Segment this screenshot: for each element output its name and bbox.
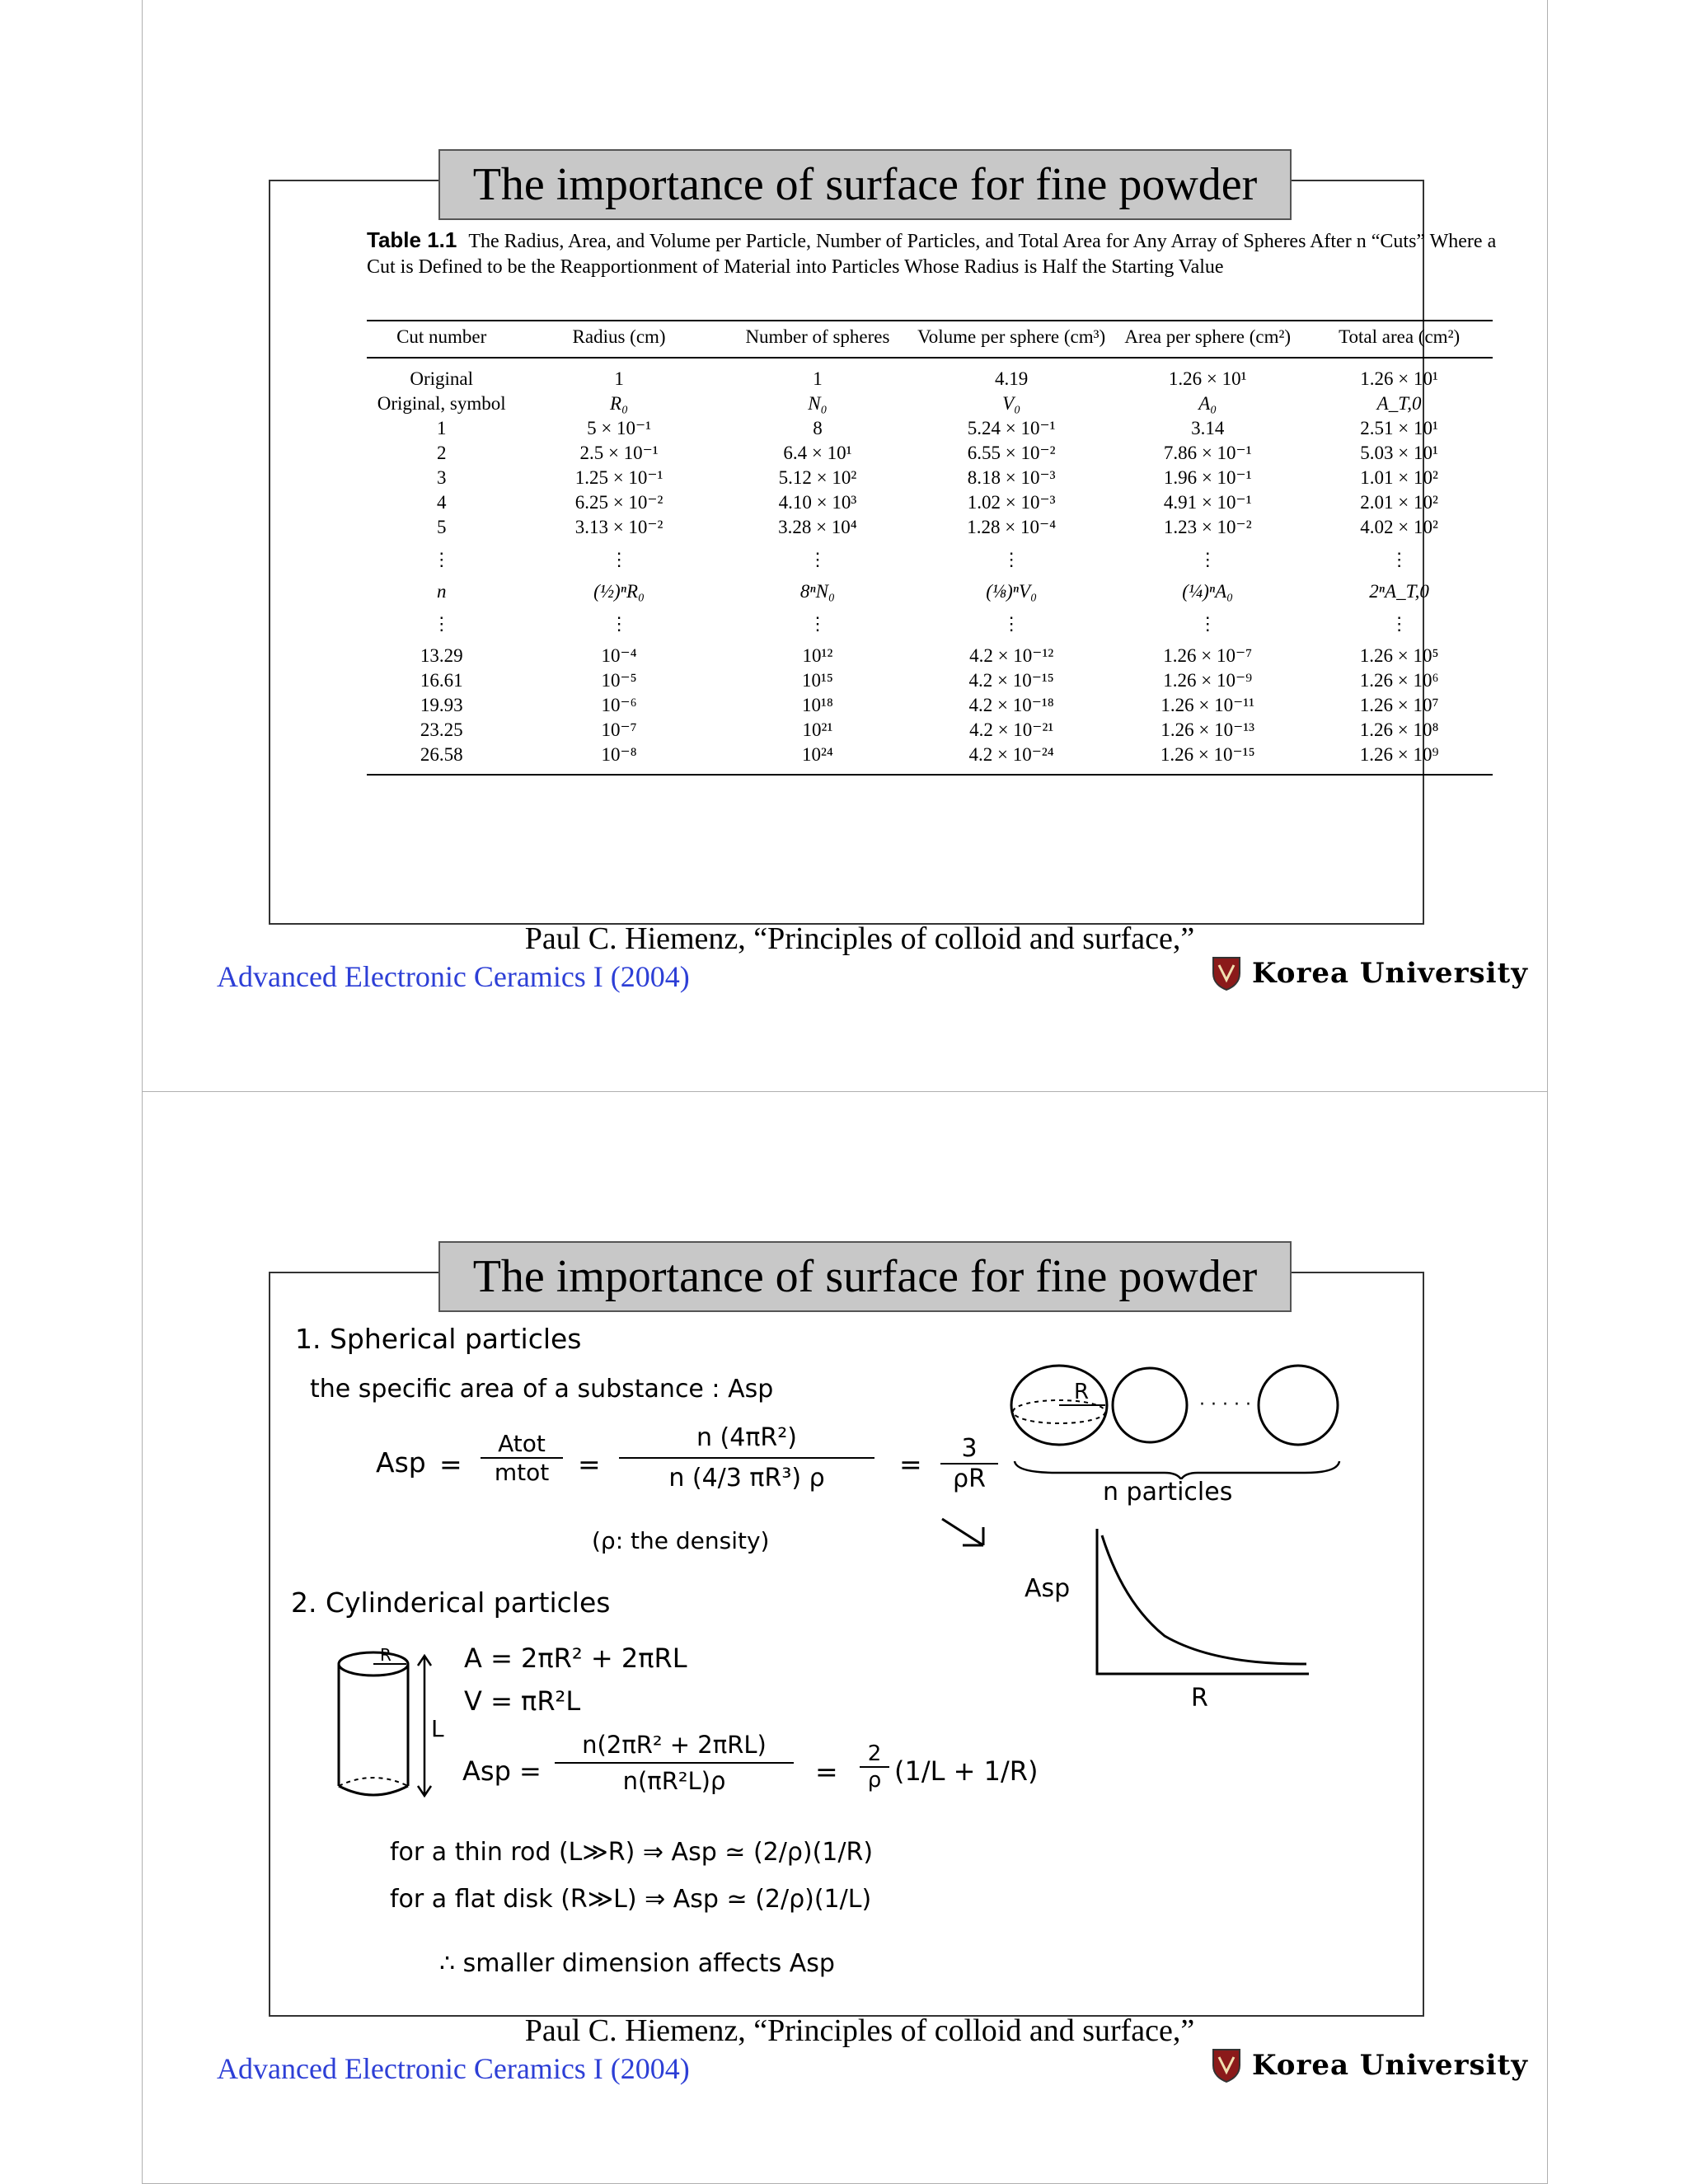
table-caption bbox=[367, 227, 1504, 280]
university-crest-icon bbox=[1211, 955, 1242, 991]
table-cell: 1.26 × 10⁻¹⁵ bbox=[1109, 743, 1306, 775]
sphere-particle bbox=[1259, 1366, 1338, 1445]
table-cell: 4.2 × 10⁻¹⁸ bbox=[968, 695, 1054, 715]
table-row bbox=[367, 693, 1493, 718]
table-cell: 6.55 × 10⁻² bbox=[967, 443, 1056, 463]
section-cylindrical-heading: 2. Cylinderical particles bbox=[291, 1586, 611, 1619]
table-cell: 1.26 × 10⁵ bbox=[1359, 645, 1439, 666]
table-cell: 1.26 × 10¹ bbox=[1360, 368, 1438, 389]
table-cell: 10⁻⁵ bbox=[601, 670, 637, 691]
n-particles-label: n particles bbox=[1103, 1478, 1233, 1507]
cylinder-diagram bbox=[332, 1646, 456, 1811]
table-cell: 8.18 × 10⁻³ bbox=[967, 467, 1056, 488]
table-cell: 10⁻⁴ bbox=[601, 645, 637, 666]
table-cell: (¼)ⁿA₀ bbox=[1182, 581, 1234, 602]
volume-equation: V = πR²L bbox=[464, 1685, 581, 1717]
table-cell: 1.23 × 10⁻² bbox=[1163, 517, 1252, 537]
table-cell: 6.4 × 10¹ bbox=[783, 443, 852, 463]
table-cell: 2 bbox=[436, 443, 447, 463]
table-cell: 1.26 × 10⁻⁹ bbox=[1163, 670, 1253, 691]
fraction-numerator: n(2πR² + 2πRL) bbox=[555, 1731, 794, 1764]
table-row bbox=[367, 718, 1493, 743]
reciprocal-sum: (1/L + 1/R) bbox=[894, 1755, 1039, 1787]
university-logo bbox=[1211, 955, 1528, 991]
fraction-denominator: mtot bbox=[494, 1459, 550, 1486]
fraction-atot-mtot bbox=[481, 1430, 563, 1486]
table-cell: 8 bbox=[813, 418, 823, 438]
university-crest-icon bbox=[1211, 2047, 1242, 2083]
table-cell: 3.14 bbox=[1191, 418, 1225, 438]
fraction-numerator: Atot bbox=[481, 1430, 563, 1459]
table-cell: 10¹⁵ bbox=[801, 670, 833, 691]
table-cell: 10⁻⁶ bbox=[601, 695, 637, 715]
table-cell: 1 bbox=[813, 368, 823, 389]
table-row bbox=[367, 441, 1493, 466]
table-cell: 10⁻⁸ bbox=[516, 743, 721, 775]
col-header: Cut number bbox=[367, 321, 516, 358]
table-cell: 1.28 × 10⁻⁴ bbox=[967, 517, 1057, 537]
table-cell: 8ⁿN₀ bbox=[799, 581, 835, 602]
brace bbox=[1015, 1461, 1339, 1479]
sphere-particle bbox=[1113, 1368, 1187, 1442]
fraction-numerator: 2 bbox=[860, 1741, 889, 1768]
university-name: Korea University bbox=[1252, 2049, 1528, 2082]
table-row bbox=[367, 743, 1493, 775]
table-cell: 1.26 × 10⁻⁷ bbox=[1163, 645, 1253, 666]
table-label: Table 1.1 bbox=[367, 227, 457, 252]
table-row bbox=[367, 466, 1493, 490]
table-cell: 10²⁴ bbox=[722, 743, 913, 775]
slide-page-2 bbox=[142, 1091, 1548, 2184]
table-row bbox=[367, 668, 1493, 693]
table-cell: 10¹² bbox=[802, 645, 833, 666]
table-dots-row: ⋮ ⋮ ⋮ ⋮ ⋮ ⋮ bbox=[432, 613, 1409, 634]
fraction-denominator: ρR bbox=[953, 1465, 986, 1493]
table-cell: (⅛)ⁿV₀ bbox=[986, 581, 1038, 602]
table-cell: n bbox=[436, 581, 447, 602]
table-row bbox=[367, 644, 1493, 668]
table-cell: 10¹⁸ bbox=[801, 695, 833, 715]
table-cell: 2.5 × 10⁻¹ bbox=[579, 443, 659, 463]
table-cell: 1 bbox=[614, 368, 624, 389]
course-name: Advanced Electronic Ceramics I (2004) bbox=[217, 960, 690, 993]
table-dots-row: ⋮ ⋮ ⋮ ⋮ ⋮ ⋮ bbox=[432, 549, 1409, 569]
table-cell: 1.26 × 10⁹ bbox=[1306, 743, 1493, 775]
table-cell: 2.01 × 10² bbox=[1360, 492, 1438, 513]
table-cell: Original, symbol bbox=[377, 393, 506, 414]
table-cell: 3 bbox=[436, 467, 447, 488]
fraction-2-over-rho bbox=[860, 1741, 889, 1793]
table-cell: 5.12 × 10² bbox=[778, 467, 857, 488]
table-cell: 1.26 × 10⁷ bbox=[1359, 695, 1439, 715]
asp-vs-r-graph bbox=[1090, 1529, 1321, 1677]
slide-page-1 bbox=[142, 0, 1548, 1092]
equals-sign: = bbox=[439, 1448, 462, 1480]
table-cell: 10²¹ bbox=[802, 719, 833, 740]
length-arrow bbox=[418, 1656, 431, 1796]
table-cell: 1.26 × 10⁸ bbox=[1359, 719, 1439, 740]
slide-title: The importance of surface for fine powder bbox=[438, 149, 1292, 220]
table-cell: A₀ bbox=[1198, 393, 1217, 414]
table-cell: 3.13 × 10⁻² bbox=[574, 517, 663, 537]
fraction-denominator: ρ bbox=[867, 1768, 882, 1793]
table-row bbox=[367, 490, 1493, 515]
particles-diagram bbox=[1008, 1364, 1354, 1479]
table-cell: 6.25 × 10⁻² bbox=[574, 492, 663, 513]
table-cell: 4.19 bbox=[995, 368, 1029, 389]
table-cell: 23.25 bbox=[420, 719, 463, 740]
table-cell: Original bbox=[410, 368, 474, 389]
table-cell: R₀ bbox=[610, 393, 629, 414]
table-cell: 4.2 × 10⁻¹⁵ bbox=[968, 670, 1054, 691]
table-cell: V₀ bbox=[1002, 393, 1021, 414]
equals-sign: = bbox=[578, 1448, 601, 1480]
radius-label: R bbox=[1074, 1380, 1090, 1404]
arrow-down-right-icon bbox=[938, 1512, 996, 1554]
fraction-numerator: 3 bbox=[940, 1434, 998, 1465]
col-header: Number of spheres bbox=[722, 321, 913, 358]
table-cell: 5.03 × 10¹ bbox=[1360, 443, 1438, 463]
table-cell: 16.61 bbox=[420, 670, 463, 691]
table-cell: 1 bbox=[436, 418, 447, 438]
table-cell: 4 bbox=[436, 492, 447, 513]
table-cell: 1.02 × 10⁻³ bbox=[967, 492, 1056, 513]
graph-curve bbox=[1102, 1535, 1306, 1664]
slide-title: The importance of surface for fine powder bbox=[438, 1241, 1292, 1312]
section-spherical-heading: 1. Spherical particles bbox=[295, 1323, 582, 1355]
table-cell: 13.29 bbox=[420, 645, 463, 666]
specific-area-definition: the specific area of a substance : Asp bbox=[310, 1375, 774, 1404]
table-caption-text: The Radius, Area, and Volume per Particle, Number of Particles, and Total Area for Any Array of Spheres After n “Cuts” Where a Cut is Defined to be the Reapportionment of Material into Particles Whose Radius is Half the Starting Value bbox=[367, 231, 1497, 278]
area-equation: A = 2πR² + 2πRL bbox=[464, 1643, 687, 1674]
table-row bbox=[367, 579, 1493, 604]
table-cell: 1.96 × 10⁻¹ bbox=[1163, 467, 1252, 488]
table-cell: 4.2 × 10⁻²¹ bbox=[969, 719, 1054, 740]
data-table bbox=[367, 320, 1493, 776]
conclusion: ∴ smaller dimension affects Asp bbox=[439, 1949, 835, 1978]
ellipsis: · · · · · bbox=[1199, 1394, 1251, 1415]
table-cell: 19.93 bbox=[420, 695, 463, 715]
table-cell: 2ⁿA_T,0 bbox=[1369, 581, 1429, 602]
course-name: Advanced Electronic Ceramics I (2004) bbox=[217, 2052, 690, 2085]
graph-x-label: R bbox=[1191, 1684, 1208, 1713]
fraction-3-over-rhoR bbox=[940, 1434, 998, 1493]
table-cell: 26.58 bbox=[367, 743, 516, 775]
table-cell: 5 bbox=[436, 517, 447, 537]
table-cell: 2.51 × 10¹ bbox=[1360, 418, 1438, 438]
flat-disk-case: for a flat disk (R≫L) ⇒ Asp ≃ (2/ρ)(1/L) bbox=[390, 1885, 872, 1914]
table-cell: 5.24 × 10⁻¹ bbox=[967, 418, 1056, 438]
table-cell: N₀ bbox=[808, 393, 828, 414]
table-row bbox=[367, 416, 1493, 441]
table-cell: 5 × 10⁻¹ bbox=[587, 418, 652, 438]
cylinder-radius-label: R bbox=[380, 1646, 392, 1665]
table-header-row bbox=[367, 321, 1493, 358]
fraction-cylinder-asp bbox=[555, 1731, 794, 1795]
thin-rod-case: for a thin rod (L≫R) ⇒ Asp ≃ (2/ρ)(1/R) bbox=[390, 1838, 874, 1867]
table-cell: 1.26 × 10⁻¹¹ bbox=[1160, 695, 1255, 715]
table-cell: 1.26 × 10¹ bbox=[1168, 368, 1247, 389]
university-logo bbox=[1211, 2047, 1528, 2083]
table-cell: 4.2 × 10⁻¹² bbox=[969, 645, 1054, 666]
table-cell: 7.86 × 10⁻¹ bbox=[1163, 443, 1252, 463]
table-cell: 10⁻⁷ bbox=[601, 719, 637, 740]
cylinder-bottom bbox=[339, 1786, 408, 1795]
table-cell: (½)ⁿR₀ bbox=[593, 581, 645, 602]
table-cell: 3.28 × 10⁴ bbox=[778, 517, 857, 537]
equals-sign: = bbox=[899, 1448, 922, 1480]
table-cell: 1.01 × 10² bbox=[1360, 467, 1438, 488]
table-row bbox=[367, 515, 1493, 540]
table-cell: A_T,0 bbox=[1376, 393, 1422, 414]
table-row bbox=[367, 358, 1493, 391]
table-cell: 1.26 × 10⁻¹³ bbox=[1160, 719, 1255, 740]
fraction-denominator: n (4/3 πR³) ρ bbox=[668, 1464, 825, 1493]
col-header: Radius (cm) bbox=[516, 321, 721, 358]
fraction-sphere-area-volume bbox=[619, 1423, 874, 1493]
graph-y-label: Asp bbox=[1025, 1574, 1071, 1603]
table-cell: 4.91 × 10⁻¹ bbox=[1163, 492, 1252, 513]
col-header: Total area (cm²) bbox=[1306, 321, 1493, 358]
sphere-equator bbox=[1013, 1400, 1105, 1423]
asp-label: Asp bbox=[376, 1446, 426, 1479]
table-cell: 4.02 × 10² bbox=[1360, 517, 1438, 537]
citation: Paul C. Hiemenz, “Principles of colloid and surface,” bbox=[524, 921, 1195, 956]
fraction-numerator: n (4πR²) bbox=[619, 1423, 874, 1459]
table-cell: 4.10 × 10³ bbox=[778, 492, 857, 513]
equals-sign: = bbox=[815, 1755, 838, 1788]
table-row bbox=[367, 391, 1493, 416]
table-cell: 1.26 × 10⁶ bbox=[1359, 670, 1439, 691]
asp-cylinder-label: Asp = bbox=[462, 1755, 542, 1787]
cylinder-length-label: L bbox=[431, 1715, 444, 1742]
fraction-denominator: n(πR²L)ρ bbox=[622, 1767, 726, 1795]
density-note: (ρ: the density) bbox=[592, 1527, 770, 1554]
table-cell: 4.2 × 10⁻²⁴ bbox=[913, 743, 1109, 775]
col-header: Volume per sphere (cm³) bbox=[913, 321, 1109, 358]
citation: Paul C. Hiemenz, “Principles of colloid and surface,” bbox=[524, 2013, 1195, 2048]
university-name: Korea University bbox=[1252, 957, 1528, 990]
col-header: Area per sphere (cm²) bbox=[1109, 321, 1306, 358]
table-cell: 1.25 × 10⁻¹ bbox=[574, 467, 663, 488]
